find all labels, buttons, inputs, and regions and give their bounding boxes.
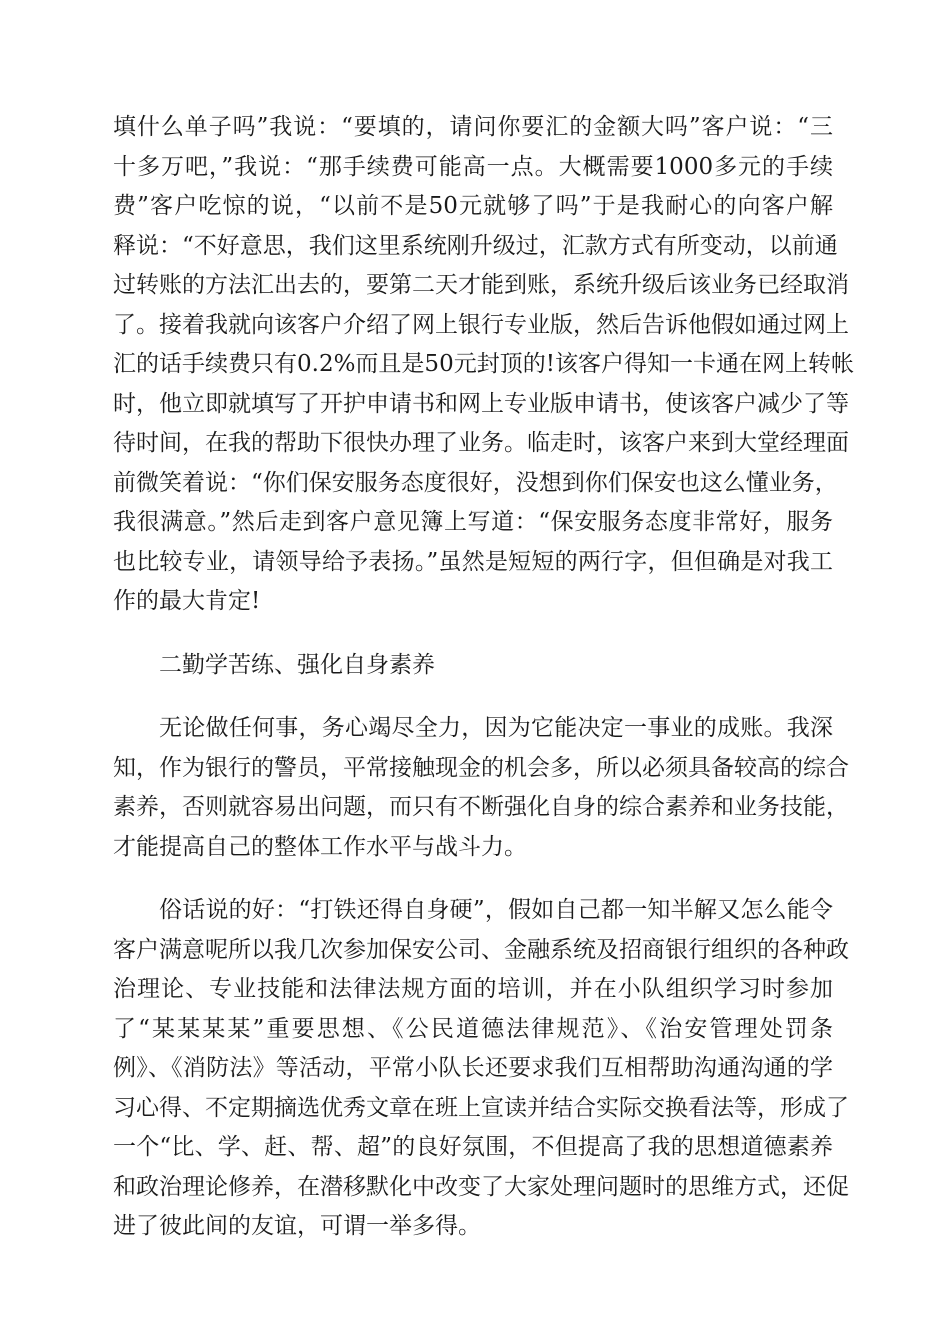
text-line: 了“某某某某”重要思想、《公民道德法律规范》、《治安管理处罚条 (113, 1015, 833, 1042)
text-line: 无论做任何事，务心竭尽全力，因为它能决定一事业的成账。我深 (159, 715, 833, 741)
section-heading (113, 646, 833, 686)
text-line: 素养，否则就容易出问题，而只有不断强化自身的综合素养和业务技能， (113, 794, 849, 820)
text-line: 才能提高自己的整体工作水平与战斗力。 (113, 833, 527, 860)
text-line: 过转账的方法汇出去的，要第二天才能到账，系统升级后该业务已经取消 (113, 272, 849, 298)
text-line: 习心得、不定期摘选优秀文章在班上宣读并结合实际交换看法等，形成了 (113, 1094, 849, 1121)
section-heading-text: 二勤学苦练、强化自身素养 (159, 651, 435, 678)
text-line: 时，他立即就填写了开护申请书和网上专业版申请书，使该客户减少了等 (113, 390, 849, 417)
paragraph-gap (113, 685, 833, 709)
text-line: 汇的话手续费只有0.2%而且是50元封顶的!该客户得知一卡通在网上转帐 (113, 351, 854, 377)
text-line: 知，作为银行的警员，平常接触现金的机会多，所以必须具备较高的综合 (113, 754, 849, 781)
text-line: 俗话说的好：“打铁还得自身硬”，假如自己都一知半解又怎么能令 (159, 897, 833, 923)
paragraph (113, 709, 849, 867)
text-line: 进了彼此间的友谊，可谓一举多得。 (113, 1213, 481, 1239)
text-line: 前微笑着说：“你们保安服务态度很好，没想到你们保安也这么懂业务， (113, 469, 838, 496)
paragraph-gap (113, 867, 833, 891)
text-line: 了。接着我就向该客户介绍了网上银行专业版，然后告诉他假如通过网上 (113, 311, 849, 338)
text-line: 客户满意呢所以我几次参加保安公司、金融系统及招商银行组织的各种政 (113, 936, 849, 963)
paragraph-continuation (113, 108, 854, 622)
document-body (113, 108, 854, 1247)
text-line: 治理论、专业技能和法律法规方面的培训，并在小队组织学习时参加 (113, 976, 833, 1002)
paragraph (113, 891, 849, 1247)
text-line: 费”客户吃惊的说，“以前不是50元就够了吗”于是我耐心的向客户解 (113, 193, 833, 219)
text-line: 释说：“不好意思，我们这里系统刚升级过，汇款方式有所变动，以前通 (113, 232, 838, 259)
text-line: 和政治理论修养，在潜移默化中改变了大家处理问题时的思维方式，还促 (113, 1173, 849, 1200)
text-line: 十多万吧，”我说：“那手续费可能高一点。大概需要1000多元的手续 (113, 153, 833, 180)
text-line: 作的最大肯定! (113, 588, 261, 614)
text-line: 我很满意。”然后走到客户意见簿上写道：“保安服务态度非常好，服务 (113, 509, 833, 535)
text-line: 例》、《消防法》等活动，平常小队长还要求我们互相帮助沟通沟通的学 (113, 1055, 833, 1081)
text-line: 填什么单子吗”我说：“要填的，请问你要汇的金额大吗”客户说：“三 (113, 114, 833, 140)
text-line: 待时间，在我的帮助下很快办理了业务。临走时，该客户来到大堂经理面 (113, 430, 849, 456)
text-line: 也比较专业，请领导给予表扬。”虽然是短短的两行字，但但确是对我工 (113, 548, 833, 575)
text-line: 一个“比、学、赶、帮、超”的良好氛围，不但提高了我的思想道德素养 (113, 1134, 833, 1160)
paragraph-gap (113, 622, 833, 646)
